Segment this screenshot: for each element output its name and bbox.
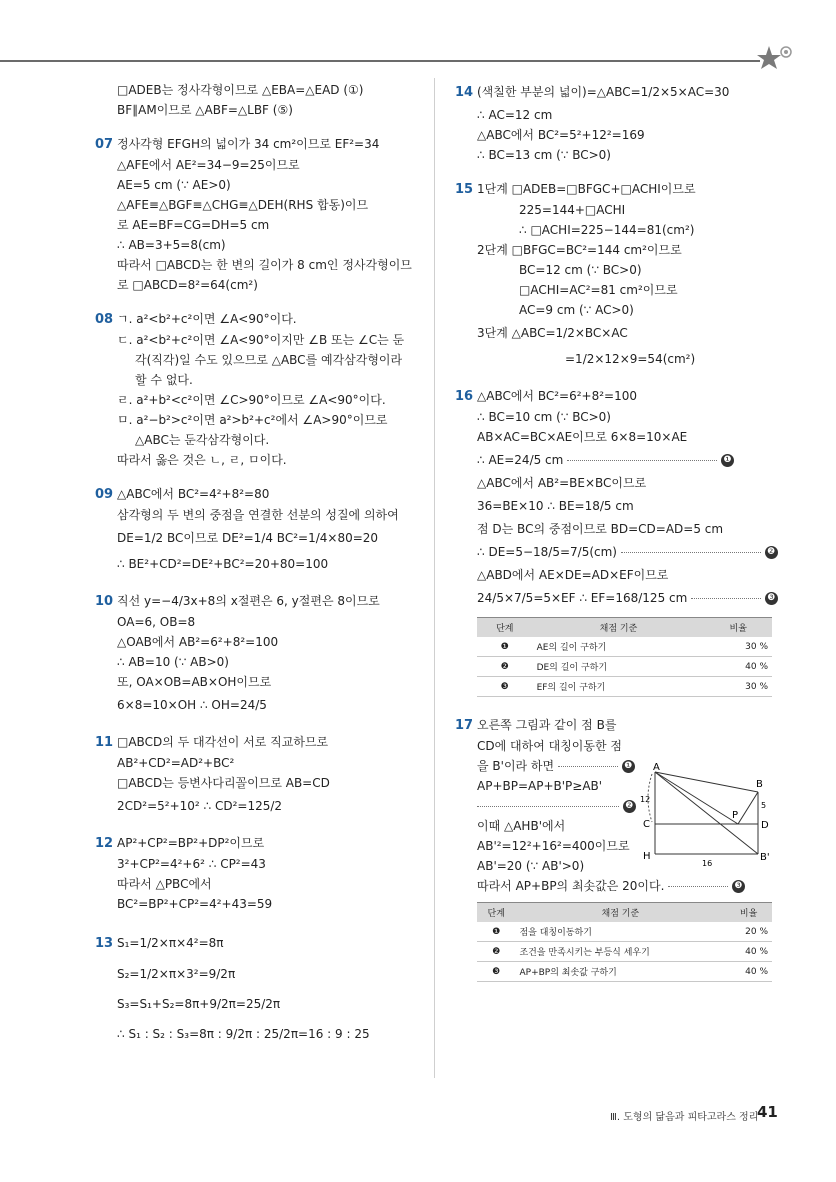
label-C: C <box>643 819 650 830</box>
step-marker: ❸ <box>765 592 778 605</box>
label-B: B <box>756 779 763 790</box>
line: 3단계 △ABC=1/2×BC×AC <box>477 326 628 340</box>
problem-number: 14 <box>455 85 474 100</box>
line: 오른쪽 그림과 같이 점 B를 <box>477 718 617 732</box>
line: OA=6, OB=8 <box>117 615 196 629</box>
line: ∴ BE²+CD²=DE²+BC²=20+80=100 <box>117 557 329 571</box>
line: △ABD에서 AE×DE=AD×EF이므로 <box>477 568 669 582</box>
line: △ABC에서 BC²=5²+12²=169 <box>477 128 645 142</box>
line: AC=9 cm (∵ AC>0) <box>519 303 634 317</box>
line: △ABC에서 BC²=6²+8²=100 <box>477 389 638 403</box>
line: ∴ AE=24/5 cm <box>477 453 564 467</box>
problem-number: 15 <box>455 182 474 197</box>
star-icon <box>755 44 793 74</box>
problem-16 <box>455 386 775 697</box>
line: BC²=BP²+CP²=4²+43=59 <box>117 897 273 911</box>
line: (색칠한 부분의 넓이)=△ABC=1/2×5×AC=30 <box>477 85 730 99</box>
line: △ABC에서 AB²=BE×BC이므로 <box>477 476 647 490</box>
line: ∴ S₁ : S₂ : S₃=8π : 9/2π : 25/2π=16 : 9 : 25 <box>117 1027 370 1041</box>
scoring-table-17 <box>477 902 772 982</box>
problem-number: 16 <box>455 389 474 404</box>
line: DE=1/2 BC이므로 DE²=1/4 BC²=1/4×80=20 <box>117 531 379 545</box>
table-row: ❸ AP+BP의 최솟값 구하기 40 % <box>477 962 772 982</box>
line: □ACHI=AC²=81 cm²이므로 <box>519 283 678 297</box>
problem-08 <box>95 309 425 470</box>
line: △ABC에서 BC²=4²+8²=80 <box>117 487 270 501</box>
table-row: ❷ 조건을 만족시키는 부등식 세우기 40 % <box>477 942 772 962</box>
step-marker: ❸ <box>732 880 745 893</box>
line: BF∥AM이므로 △ABF=△LBF (⑤) <box>117 103 293 117</box>
line: CD에 대하여 대칭이동한 점 <box>477 739 622 753</box>
problem-14 <box>455 80 775 165</box>
line: AB'²=12²+16²=400이므로 <box>477 839 630 853</box>
line: 36=BE×10 ∴ BE=18/5 cm <box>477 499 634 513</box>
leader-dots <box>691 598 761 599</box>
line: AE=5 cm (∵ AE>0) <box>117 178 231 192</box>
dim-label-12: 12 <box>640 795 651 804</box>
label-A: A <box>653 762 660 773</box>
table-header: 단계 <box>477 903 515 923</box>
table-row: ❶ AE의 길이 구하기 30 % <box>477 637 772 657</box>
line: 로 AE=BF=CG=DH=5 cm <box>117 218 270 232</box>
geometry-figure-17 <box>640 762 780 872</box>
step-marker: ❶ <box>622 760 635 773</box>
line: 점 D는 BC의 중점이므로 BD=CD=AD=5 cm <box>477 522 724 536</box>
problem-number: 08 <box>95 312 114 327</box>
segment-AB' <box>655 772 758 854</box>
step-marker: ❶ <box>721 454 734 467</box>
line: ∴ AB=10 (∵ AB>0) <box>117 655 229 669</box>
line: 225=144+□ACHI <box>519 203 626 217</box>
line: ㅁ. a²−b²>c²이면 a²>b²+c²에서 ∠A>90°이므로 <box>117 413 388 427</box>
step-marker: ❷ <box>623 800 636 813</box>
line: 1단계 □ADEB=□BFGC+□ACHI이므로 <box>477 182 696 196</box>
problem-number: 17 <box>455 718 474 733</box>
line: AP²+CP²=BP²+DP²이므로 <box>117 836 265 850</box>
leader-dots <box>558 766 618 767</box>
table-header: 채점 기준 <box>533 618 705 638</box>
line: =1/2×12×9=54(cm²) <box>565 352 696 366</box>
line: ∴ DE=5−18/5=7/5(cm) <box>477 545 617 559</box>
problem-13 <box>95 928 425 1049</box>
line: AP+BP=AP+B'P≥AB' <box>477 779 603 793</box>
scoring-table-16 <box>477 617 772 697</box>
problem-12 <box>95 833 425 914</box>
line: △AFE≡△BGF≡△CHG≡△DEH(RHS 합동)이므 <box>117 198 369 212</box>
line: S₃=S₁+S₂=8π+9/2π=25/2π <box>117 997 281 1011</box>
table-header: 채점 기준 <box>515 903 725 923</box>
table-header: 비율 <box>704 618 772 638</box>
line: 을 B'이라 하면 <box>477 759 555 773</box>
line: 직선 y=−4/3x+8의 x절편은 6, y절편은 8이므로 <box>117 594 380 608</box>
line: △AFE에서 AE²=34−9=25이므로 <box>117 158 300 172</box>
line: 정사각형 EFGH의 넓이가 34 cm²이므로 EF²=34 <box>117 137 380 151</box>
table-row: ❷ DE의 길이 구하기 40 % <box>477 657 772 677</box>
line: AB'=20 (∵ AB'>0) <box>477 859 585 873</box>
label-B-prime: B' <box>760 852 770 863</box>
line: 로 □ABCD=8²=64(cm²) <box>117 278 258 292</box>
problem-number: 13 <box>95 936 114 951</box>
line: □ABCD는 등변사다리꼴이므로 AB=CD <box>117 776 330 790</box>
leader-dots <box>477 806 619 807</box>
left-column <box>95 80 425 1063</box>
line: S₁=1/2×π×4²=8π <box>117 936 224 950</box>
line: 할 수 없다. <box>135 373 193 387</box>
problem-07 <box>95 134 425 295</box>
line: S₂=1/2×π×3²=9/2π <box>117 967 236 981</box>
line: 따라서 옳은 것은 ㄴ, ㄹ, ㅁ이다. <box>117 453 287 467</box>
line: △OAB에서 AB²=6²+8²=100 <box>117 635 279 649</box>
problem-number: 10 <box>95 594 114 609</box>
dim-label-16: 16 <box>702 859 713 868</box>
problem-09 <box>95 484 425 577</box>
problem-number: 07 <box>95 137 114 152</box>
line: 24/5×7/5=5×EF ∴ EF=168/125 cm <box>477 591 688 605</box>
problem-number: 12 <box>95 836 114 851</box>
line: 이때 △AHB'에서 <box>477 819 566 833</box>
line: □ADEB는 정사각형이므로 △EBA=△EAD (①) <box>117 83 364 97</box>
line: 따라서 AP+BP의 최솟값은 20이다. <box>477 879 665 893</box>
line: 2CD²=5²+10² ∴ CD²=125/2 <box>117 799 283 813</box>
table-header: 비율 <box>725 903 772 923</box>
line: 따라서 △PBC에서 <box>117 877 212 891</box>
table-header: 단계 <box>477 618 533 638</box>
page-number: 41 <box>757 1103 778 1121</box>
line: ㄷ. a²<b²+c²이면 ∠A<90°이지만 ∠B 또는 ∠C는 둔 <box>117 333 405 347</box>
label-D: D <box>761 820 769 831</box>
table-row: ❸ EF의 길이 구하기 30 % <box>477 677 772 697</box>
footer-chapter: Ⅲ. 도형의 닮음과 피타고라스 정리 <box>610 1112 759 1123</box>
line: □ABCD의 두 대각선이 서로 직교하므로 <box>117 735 329 749</box>
problem-number: 11 <box>95 735 114 750</box>
dim-label-5: 5 <box>761 801 767 810</box>
top-rule <box>0 60 760 62</box>
leader-dots <box>668 886 728 887</box>
line: 또, OA×OB=AB×OH이므로 <box>117 675 272 689</box>
line: AB×AC=BC×AE이므로 6×8=10×AE <box>477 430 688 444</box>
segment-PB <box>738 792 758 824</box>
problem-10 <box>95 591 425 718</box>
line: ∴ BC=10 cm (∵ BC>0) <box>477 410 611 424</box>
step-marker: ❷ <box>765 546 778 559</box>
line: △ABC는 둔각삼각형이다. <box>135 433 270 447</box>
line: ㄹ. a²+b²<c²이면 ∠C>90°이므로 ∠A<90°이다. <box>117 393 386 407</box>
line: BC=12 cm (∵ BC>0) <box>519 263 642 277</box>
problem-06-cont <box>95 80 425 120</box>
line: 각(직각)일 수도 있으므로 △ABC를 예각삼각형이라 <box>135 353 403 367</box>
line: 2단계 □BFGC=BC²=144 cm²이므로 <box>477 243 682 257</box>
label-P: P <box>732 810 739 821</box>
table-row: ❶ 점을 대칭이동하기 20 % <box>477 922 772 942</box>
line: ㄱ. a²<b²+c²이면 ∠A<90°이다. <box>117 312 297 326</box>
line: ∴ AC=12 cm <box>477 108 553 122</box>
line: ∴ AB=3+5=8(cm) <box>117 238 226 252</box>
leader-dots <box>567 460 717 461</box>
problem-11 <box>95 732 425 819</box>
label-H: H <box>643 851 651 862</box>
problem-number: 09 <box>95 487 114 502</box>
line: AB²+CD²=AD²+BC² <box>117 756 235 770</box>
leader-dots <box>621 552 761 553</box>
line: 삼각형의 두 변의 중점을 연결한 선분의 성질에 의하여 <box>117 508 399 522</box>
line: ∴ BC=13 cm (∵ BC>0) <box>477 148 611 162</box>
line: 따라서 □ABCD는 한 변의 길이가 8 cm인 정사각형이므 <box>117 258 412 272</box>
line: 6×8=10×OH ∴ OH=24/5 <box>117 698 267 712</box>
line: ∴ □ACHI=225−144=81(cm²) <box>519 223 695 237</box>
problem-15 <box>455 179 775 372</box>
column-divider <box>434 78 435 1078</box>
line: 3²+CP²=4²+6² ∴ CP²=43 <box>117 857 266 871</box>
